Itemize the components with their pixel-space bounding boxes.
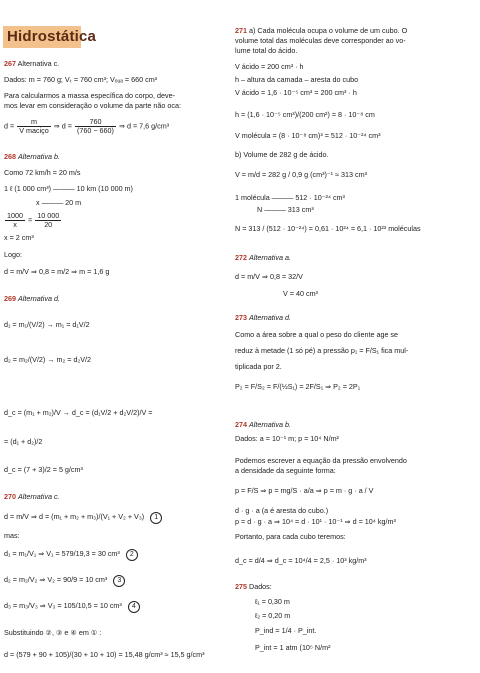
circled-number: 4	[128, 601, 140, 613]
circled-number: 3	[113, 575, 125, 587]
q271-line-9: N = 313 / (512 · 10⁻²⁴) = 0,61 · 10²⁴ = 6,1 · 10²³ moléculas	[235, 224, 421, 233]
q270-line-1	[4, 512, 162, 524]
question-number: 273	[235, 313, 247, 322]
q271-line-4: h = (1,6 · 10⁻⁵ cm³)/(200 cm²) = 8 · 10⁻⁸ cm	[235, 110, 375, 119]
q268-proportion	[4, 212, 62, 229]
q271-line-7: 1 molécula ——— 512 · 10⁻²⁴ cm³	[235, 193, 345, 202]
question-273-header	[235, 313, 291, 322]
given-label: Dados:	[249, 582, 272, 591]
question-number: 267	[4, 59, 16, 68]
q271-line-1: V ácido = 200 cm³ · h	[235, 62, 304, 71]
fraction	[35, 212, 61, 229]
q268-line-4: x = 2 cm³	[4, 233, 34, 242]
q269-line-4: = (d₁ + d₂)/2	[4, 437, 43, 446]
q268-line-5: Logo:	[4, 250, 22, 259]
q268-line-3: x ——— 20 m	[36, 198, 82, 207]
q274-line-4: Portanto, para cada cubo teremos:	[235, 532, 346, 541]
q270-line-4	[4, 575, 125, 587]
numerator: 1000	[7, 211, 23, 220]
q271-b-heading: b) Volume de 282 g de ácido.	[235, 150, 329, 159]
question-269-header	[4, 294, 60, 303]
q270-line-2: mas:	[4, 531, 20, 540]
fraction	[5, 212, 25, 229]
answer-alternative: Alternativa c.	[18, 492, 60, 501]
q274-line-1: p = F/S ⇒ p = mg/S · a/a ⇒ p = m · g · a / V	[235, 486, 374, 495]
question-268-header	[4, 152, 60, 161]
q270-line-3	[4, 549, 138, 561]
denominator: (760 − 660)	[76, 126, 114, 135]
denominator: V maciço	[19, 126, 49, 135]
eq-part: =	[28, 215, 33, 225]
q270-line-6: Substituindo ②, ③ e ④ em ① :	[4, 628, 102, 637]
answer-alternative: Alternativa a.	[249, 253, 291, 262]
equation: d₂ = m₂/V₂ ⇒ V₂ = 90/9 = 10 cm³	[4, 575, 108, 584]
q267-given: Dados: m = 760 g; Vₜ = 760 cm³; Vₒᵤₐ = 660 cm³	[4, 75, 158, 84]
q269-line-1: d₁ = m₁/(V/2) → m₁ = d₁V/2	[4, 320, 90, 329]
q274-text-1: Podemos escrever a equação da pressão envolvendo	[235, 456, 407, 465]
q270-line-5	[4, 601, 140, 613]
q271-text-3: lume total do ácido.	[235, 46, 298, 55]
q274-line-2: d · g · a (a é aresta do cubo.)	[235, 506, 329, 515]
q271-line-6: V = m/d = 282 g / 0,9 g (cm³)⁻¹ ≈ 313 cm³	[235, 170, 367, 179]
q274-line-5: d_c = d/4 ⇒ d_c = 10⁴/4 = 2,5 · 10³ kg/m³	[235, 556, 367, 565]
question-272-header	[235, 253, 291, 262]
q275-line-2: ℓ₂ = 0,20 m	[255, 611, 291, 620]
q275-line-1: ℓ₁ = 0,30 m	[255, 597, 290, 606]
q274-given: Dados: a = 10⁻¹ m; p = 10⁴ N/m²	[235, 434, 339, 443]
q271-line-2: h – altura da camada – aresta do cubo	[235, 75, 359, 84]
question-267-header	[4, 59, 59, 68]
q275-line-3: P_ind = 1/4 · P_int.	[255, 626, 317, 635]
fraction	[17, 118, 51, 135]
q275-line-4: P_int = 1 atm (10⁵ N/m²	[255, 643, 331, 652]
circled-number: 1	[150, 512, 162, 524]
eq-part: d =	[4, 121, 15, 131]
circled-number: 2	[126, 549, 138, 561]
q268-line-6: d = m/V ⇒ 0,8 = m/2 ⇒ m = 1,6 g	[4, 267, 110, 276]
text: a) Cada molécula ocupa o volume de um cubo. O	[249, 26, 408, 35]
q271-line-8: N ——— 313 cm³	[257, 205, 314, 214]
numerator: m	[17, 118, 51, 127]
answer-alternative: Alternativa c.	[17, 59, 60, 68]
question-270-header	[4, 492, 60, 501]
q269-line-3: d_c = (m₁ + m₂)/V → d_c = (d₁V/2 + d₂V/2)/V =	[4, 408, 153, 417]
question-number: 275	[235, 582, 247, 591]
q268-line-2: 1 ℓ (1 000 cm³) ——— 10 km (10 000 m)	[4, 184, 133, 193]
numerator: 760	[75, 118, 116, 127]
q271-line-5: V molécula = (8 · 10⁻⁸ cm)³ = 512 · 10⁻²⁴ cm³	[235, 131, 381, 140]
q273-line-1: P₂ = F/S₂ = F/(½S₁) = 2F/S₁ ⇒ P₂ = 2P₁	[235, 382, 361, 391]
q267-text-2: mos levar em consideração o volume da parte não oca:	[4, 101, 181, 110]
q273-text-3: tiplicada por 2.	[235, 362, 282, 371]
answer-alternative: Alternativa d.	[18, 294, 60, 303]
q269-line-2: d₂ = m₂/(V/2) → m₂ = d₂V/2	[4, 355, 92, 364]
equation: d₃ = m₃/V₃ ⇒ V₃ = 105/10,5 = 10 cm³	[4, 601, 122, 610]
answer-alternative: Alternativa d.	[249, 313, 291, 322]
q273-text-1: Como a área sobre a qual o peso do cliente age se	[235, 330, 399, 339]
question-271-header	[235, 26, 407, 35]
q268-line-1: Como 72 km/h = 20 m/s	[4, 168, 81, 177]
equation: d₁ = m₁/V₁ ⇒ V₁ = 579/19,3 = 30 cm³	[4, 549, 120, 558]
q274-line-3: p = d · g · a ⇒ 10⁴ = d · 10¹ · 10⁻¹ ⇒ d = 10⁴ kg/m³	[235, 517, 396, 526]
denominator: 20	[44, 220, 53, 229]
q267-text-1: Para calcularmos a massa específica do corpo, deve-	[4, 91, 175, 100]
answer-alternative: Alternativa b.	[249, 420, 291, 429]
question-number: 272	[235, 253, 247, 262]
eq-part: ⇒ d =	[53, 121, 72, 131]
equation: d = m/V ⇒ d = (m₁ + m₂ + m₃)/(V₁ + V₂ + V₃)	[4, 512, 145, 521]
numerator: 10 000	[37, 211, 60, 220]
q270-line-7: d = (579 + 90 + 105)/(30 + 10 + 10) = 15,48 g/cm³ ≈ 15,5 g/cm³	[4, 650, 205, 659]
question-number: 269	[4, 294, 16, 303]
question-number: 270	[4, 492, 16, 501]
q274-text-2: a densidade da seguinte forma:	[235, 466, 336, 475]
question-274-header	[235, 420, 291, 429]
q272-line-2: V = 40 cm³	[283, 289, 318, 298]
q271-line-3: V ácido = 1,6 · 10⁻⁵ cm³ = 200 cm³ · h	[235, 88, 357, 97]
answer-alternative: Alternativa b.	[18, 152, 60, 161]
section-title: Hidrostática	[7, 28, 97, 45]
q267-equation	[4, 118, 169, 135]
q273-text-2: reduz à metade (1 só pé) a pressão p₁ = F/S₁ fica mul-	[235, 346, 409, 355]
question-number: 271	[235, 26, 247, 35]
eq-result: ⇒ d = 7,6 g/cm³	[118, 121, 170, 131]
q272-line-1: d = m/V ⇒ 0,8 = 32/V	[235, 272, 303, 281]
q269-line-5: d_c = (7 + 3)/2 = 5 g/cm³	[4, 465, 83, 474]
question-number: 274	[235, 420, 247, 429]
denominator: x	[13, 220, 17, 229]
question-number: 268	[4, 152, 16, 161]
fraction	[75, 118, 116, 135]
question-275-header	[235, 582, 272, 591]
q271-text-2: volume total das moléculas deve corresponder ao vo-	[235, 36, 406, 45]
